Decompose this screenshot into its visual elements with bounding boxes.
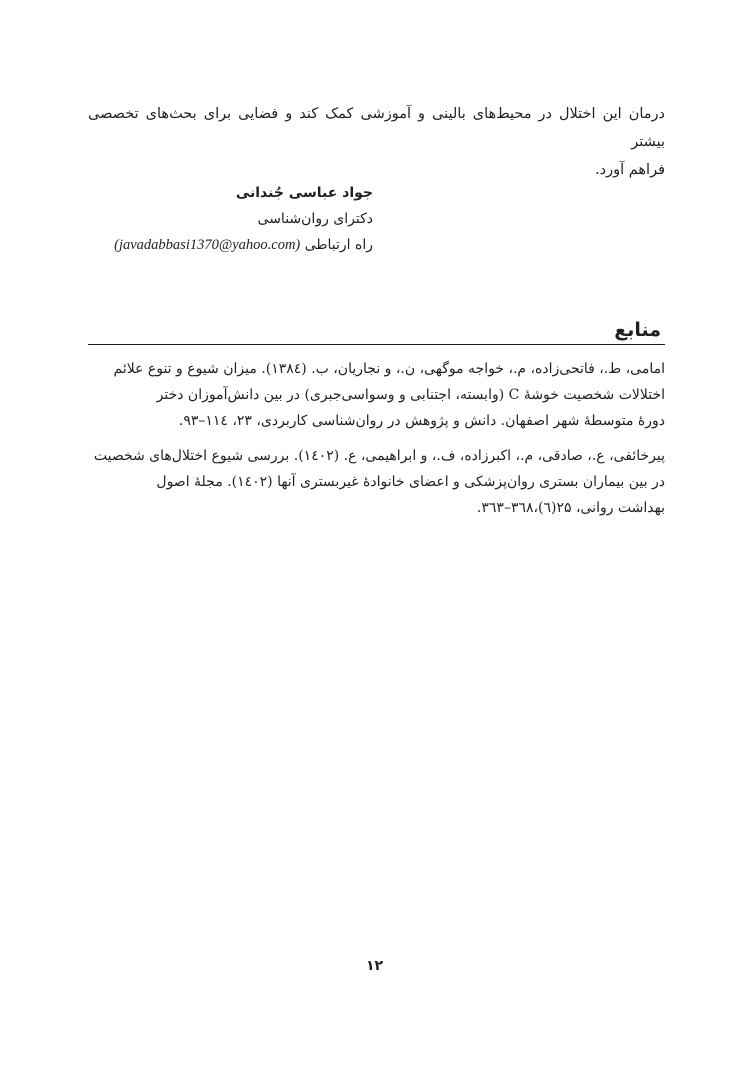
author-email[interactable]: (javadabbasi1370@yahoo.com) [114,237,301,253]
intro-line-1: درمان این اختلال در محیط‌های بالینی و آموزشی کمک کند و فضایی برای بحث‌های تخصصی بیشتر [88,106,665,150]
author-name: جواد عباسی جُندانی [235,185,373,201]
page-number: ۱۲ [365,958,384,974]
references-divider [88,344,665,345]
author-contact [73,233,373,257]
contact-label: راه ارتباطی [304,237,373,253]
reference-line: پیرخائفی، ع.، صادقی، م.، اکبرزاده، ف.، و ابراهیمی، ع. (۱٤۰۲). بررسی شیوع اختلال‌های شخصیت [93,448,665,464]
reference-line: اختلالات شخصیت خوشهٔ C (وابسته، اجتنابی و وسواسی‌جبری) در بین دانش‌آموزان دختر [156,387,665,403]
intro-paragraph [88,100,665,184]
author-title: دکترای روان‌شناسی [257,211,373,227]
reference-line: بهداشت روانی، ۲۵(٦)،۳٦۸–۳٦۳. [476,500,665,516]
intro-line-2: فراهم آورد. [595,162,665,178]
author-signature [73,181,373,257]
reference-line: دورهٔ متوسطهٔ شهر اصفهان. دانش و پژوهش در روان‌شناسی کاربردی، ۲۳، ۱۱٤–۹۳. [178,413,665,429]
references-heading: منابع [614,319,661,341]
reference-line: در بین بیماران بستری روان‌پزشکی و اعضای خانوادهٔ غیربستری آنها (۱٤۰۲). مجلهٔ اصول [156,474,665,490]
reference-entry [88,356,665,434]
reference-line: امامی، ط.، فاتحی‌زاده، م.، خواجه موگهی، ن.، و نجاریان، ب. (۱۳۸٤). میزان شیوع و تنوع علائم [113,361,665,377]
reference-entry [88,443,665,521]
references-list [88,356,665,530]
